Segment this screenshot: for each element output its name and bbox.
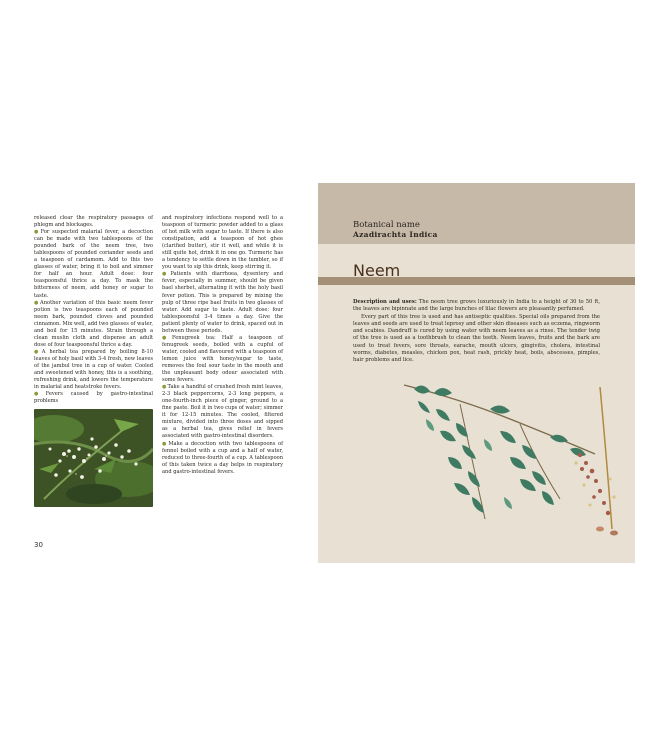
paragraph-text: Fevers caused by gastro-intestinal problems (34, 391, 153, 405)
description-para-1: The neem tree grows luxuriously in India to a height of 30 to 50 ft, the leaves are bipinnate and the large bunches of lilac flowers are pleasantly perfumed. (353, 299, 600, 313)
left-column-1 (34, 215, 153, 507)
paragraph-text: Another variation of this basic neem fever potion is two teaspoons each of pounded neem bark, pounded cloves and pounded cinnamon. Mix well, add two glasses of water, and boil for 15 minutes. Strain through a clean muslin cloth and dispense an adult dose of four teaspoonsful thrice a day. (34, 299, 153, 348)
paragraph (34, 229, 153, 299)
paragraph-text: Fenugreek tea: Half a teaspoon of fenugreek seeds, boiled with a cupful of water, cooled and flavoured with a teaspoon of lemon juice with honey/sugar to taste, removes the foul sour taste in the mouth and the unpleasant body odour associated with some fevers. (162, 334, 283, 384)
paragraph-text: Take a handful of crushed fresh mint leaves, 2-3 black peppercorns, 2-3 long peppers, a one-fourth-inch piece of ginger, ground to a fine paste. Boil it in two cups of water; simmer it for 12-15 minutes. The cooled, filtered mixture, divided into three doses and sipped as a herbal tea, gives relief in fevers associated with gastro-intestinal disorders. (162, 384, 283, 440)
description (353, 299, 600, 365)
page-number: 30 (34, 541, 43, 549)
paragraph-text: Make a decoction with two tablespoons of fennel boiled with a cup and a half of water, reduced to three-fourth of a cup. A tablespoon of this taken twice a day helps in respiratory and gastro-intestinal fevers. (162, 440, 283, 475)
paragraph-text: A herbal tea prepared by boiling 8-10 leaves of holy basil with 3-4 fresh, new leaves of the jambul tree in a cup of water. Cooled and sweetened with honey, this is a soothing, refreshing drink, and lowers the temperature in malarial and heatstroke fevers. (34, 348, 153, 391)
description-para-2: Every part of this tree is used and has antiseptic qualities. Special oils prepared from the leaves and seeds are used to treat leprosy and other skin diseases such as eczema, ringworm and scabies. Dandruff is cured by using water with neem leaves as a rinse. The tender twig of the tree is used as a toothbrush to clean the teeth. Neem leaves, fruits and the bark are used to treat fevers, sore throats, earache, mouth ulcers, gingivitis, cholera, intestinal worms, diabetes, measles, chicken pox, heat rash, prickly heat, boils, abscesses, pimples, hair problems and lice. (353, 313, 600, 364)
paragraph (34, 300, 153, 349)
bullet-icon (34, 391, 46, 397)
neem-flowers-photo (34, 409, 153, 507)
column-1-text (34, 215, 153, 405)
paragraph-text: Patients with diarrhoea, dysentery and fever, especially in summer, should be given bael sherbet, alternating it with the holy basil fever potion. This is prepared by mixing the pulp of three ripe bael fruits in two glasses of water. Add sugar to taste. Adult dose: four tablespoonsful 3-4 times a day. Give the patient plenty of water to drink, spaced out in between these periods. (162, 271, 283, 334)
bullet-icon (162, 335, 172, 341)
paragraph (162, 215, 283, 271)
left-column-2 (162, 215, 283, 476)
paragraph (162, 384, 283, 440)
botanical-name: Azadirachta Indica (353, 230, 438, 239)
paragraph-text: and respiratory infections respond well to a teaspoon of turmeric powder added to a glass of hot milk with sugar to taste. If there is also constipation, add a teaspoon of hot ghee (clarified butter), stir it well, and while it is still quite hot, drink it in one go. Turmeric has a tendency to settle down in the tumbler, so if you want to sip this drink, keep stirring it. (162, 215, 283, 271)
column-2-text (162, 215, 283, 476)
neem-page (318, 183, 635, 563)
neem-branch-illustration (400, 379, 632, 543)
paragraph-text: released clear the respiratory passages of phlegm and blockages. (34, 215, 153, 229)
description-heading: Description and uses: (353, 299, 417, 305)
paragraph (162, 335, 283, 384)
paragraph (34, 349, 153, 391)
page-title: Neem (353, 261, 401, 280)
bullet-icon (34, 349, 42, 355)
botanical-label: Botanical name (353, 220, 420, 230)
paragraph (162, 441, 283, 476)
paragraph (162, 271, 283, 334)
paragraph (34, 215, 153, 229)
paragraph (34, 391, 153, 405)
paragraph-text: For suspected malarial fever, a decoction can be made with two tablespoons of the pounded bark of the neem tree, two tablespoons of pounded coriander seeds and a teaspoon of cardamom. Add to this two glasses of water, bring it to boil and simmer for half an hour. Adult dose: four teaspoonsful thrice a day. To mask the bitterness of neem, add honey or sugar to taste. (34, 229, 153, 299)
